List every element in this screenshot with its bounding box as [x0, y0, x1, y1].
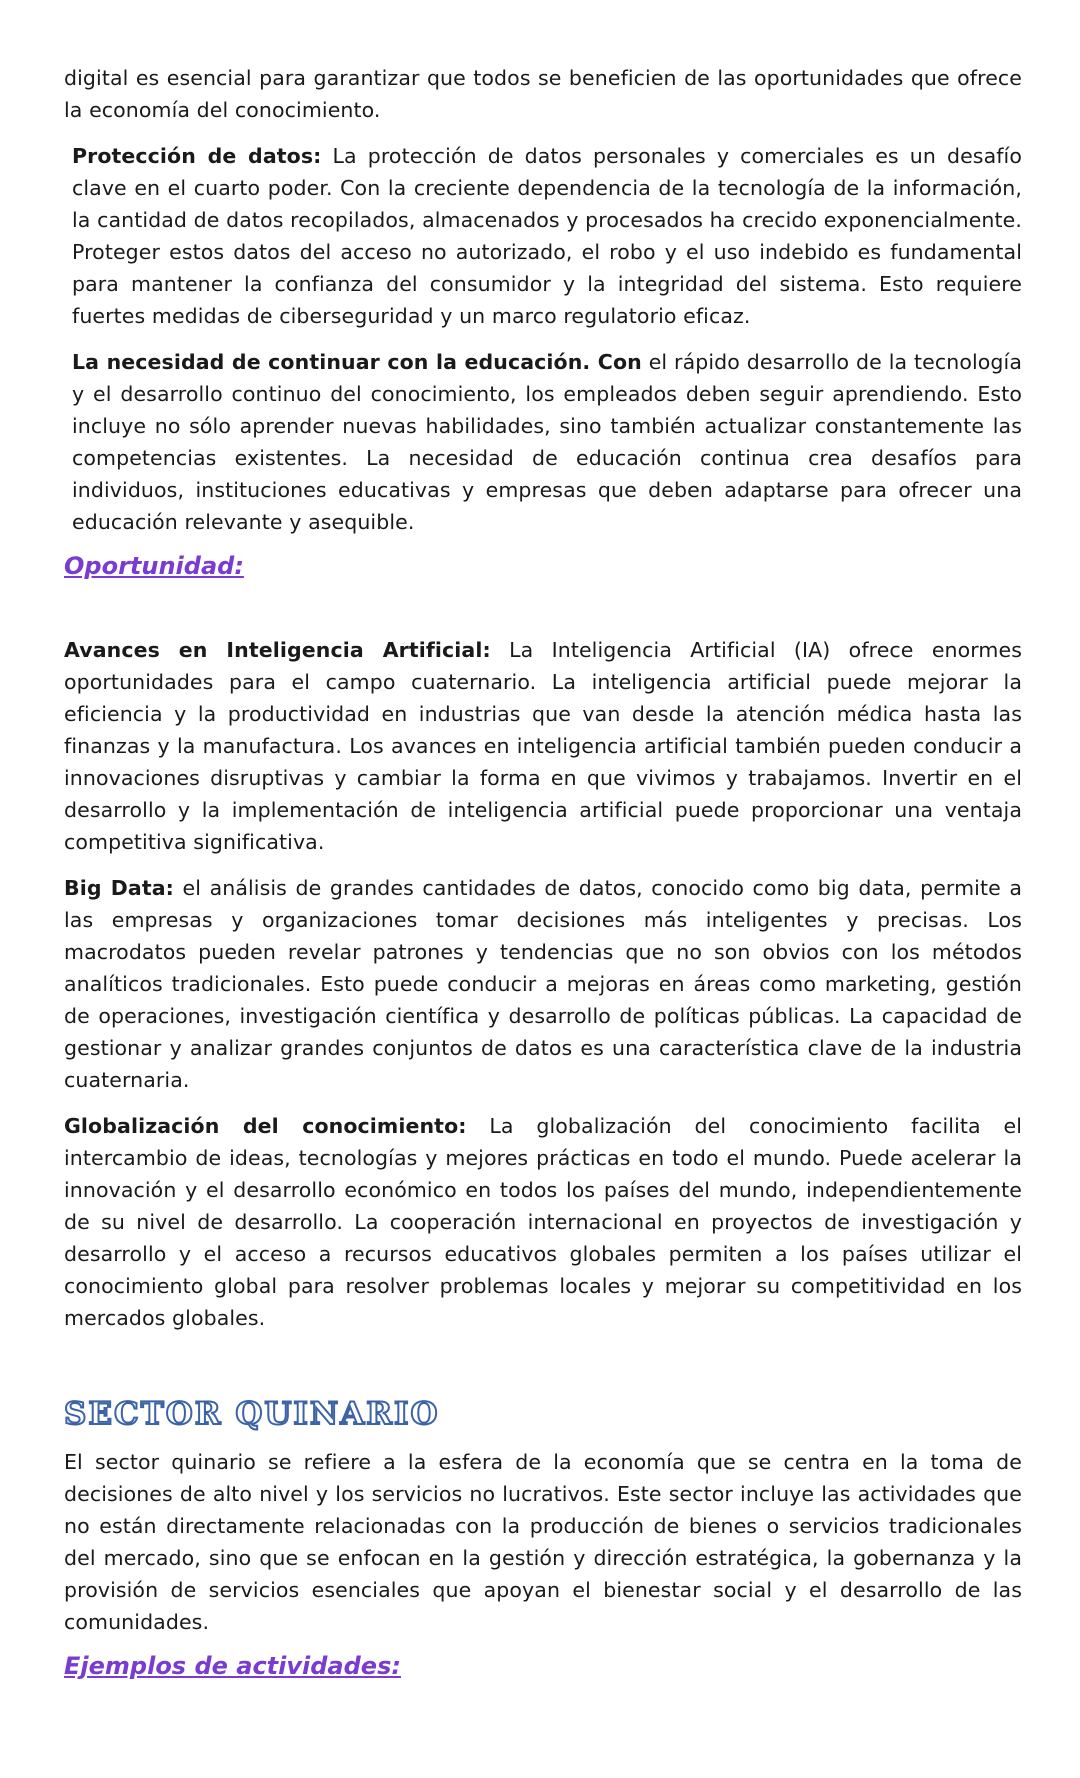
paragraph-educacion — [64, 346, 1022, 538]
paragraph-globalizacion — [64, 1110, 1022, 1334]
body-big-data: el análisis de grandes cantidades de datos, conocido como big data, permite a las empresas y organizaciones tomar decisiones más inteligentes y precisas. Los macrodatos pueden revelar patrones y tendencias que no son obvios con los métodos analíticos tradicionales. Esto puede conducir a mejoras en áreas como marketing, gestión de operaciones, investigación científica y desarrollo de políticas públicas. La capacidad de gestionar y analizar grandes conjuntos de datos es una característica clave de la industria cuaternaria. — [64, 876, 1023, 1092]
document-page — [64, 62, 1022, 1680]
lead-globalizacion: Globalización del conocimiento: — [64, 1114, 467, 1138]
heading-oportunidad: Oportunidad: — [64, 552, 244, 580]
paragraph-sector-quinario: El sector quinario se refiere a la esfera de la economía que se centra en la toma de decisiones de alto nivel y los servicios no lucrativos. Este sector incluye las actividades que no están directamente relacionadas con la producción de bienes o servicios tradicionales del mercado, sino que se enfocan en la gestión y dirección estratégica, la gobernanza y la provisión de servicios esenciales que apoyan el bienestar social y el desarrollo de las comunidades. — [64, 1450, 1022, 1634]
lead-inteligencia-artificial: Avances en Inteligencia Artificial: — [64, 638, 491, 662]
body-inteligencia-artificial: La Inteligencia Artificial (IA) ofrece enormes oportunidades para el campo cuaternario. La inteligencia artificial puede mejorar la eficiencia y la productividad en industrias que van desde la atención médica hasta las finanzas y la manufactura. Los avances en inteligencia artificial también pueden conducir a innovaciones disruptivas y cambiar la forma en que vivimos y trabajamos. Invertir en el desarrollo y la implementación de inteligencia artificial puede proporcionar una ventaja competitiva significativa. — [64, 638, 1022, 854]
heading-sector-quinario: SECTOR QUINARIO — [64, 1396, 440, 1432]
body-proteccion-datos: La protección de datos personales y comerciales es un desafío clave en el cuarto poder. Con la creciente dependencia de la tecnología de la información, la cantidad de datos recopilados, almacenados y procesados ha crecido exponencialmente. Proteger estos datos del acceso no autorizado, el robo y el uso indebido es fundamental para mantener la confianza del consumidor y la integridad del sistema. Esto requiere fuertes medidas de ciberseguridad y un marco regulatorio eficaz. — [72, 144, 1022, 328]
lead-proteccion-datos: Protección de datos: — [72, 144, 322, 168]
body-educacion: el rápido desarrollo de la tecnología y el desarrollo continuo del conocimiento, los empleados deben seguir aprendiendo. Esto incluye no sólo aprender nuevas habilidades, sino también actualizar constantemente las competencias existentes. La necesidad de educación continua crea desafíos para individuos, instituciones educativas y empresas que deben adaptarse para ofrecer una educación relevante y asequible. — [72, 350, 1022, 534]
heading-ejemplos-actividades: Ejemplos de actividades: — [64, 1652, 401, 1680]
paragraph-proteccion-datos — [64, 140, 1022, 332]
paragraph-big-data — [64, 872, 1022, 1096]
lead-educacion: La necesidad de continuar con la educación. Con — [72, 350, 642, 374]
body-globalizacion: La globalización del conocimiento facilita el intercambio de ideas, tecnologías y mejores prácticas en todo el mundo. Puede acelerar la innovación y el desarrollo económico en todos los países del mundo, independientemente de su nivel de desarrollo. La cooperación internacional en proyectos de investigación y desarrollo y el acceso a recursos educativos globales permiten a los países utilizar el conocimiento global para resolver problemas locales y mejorar su competitividad en los mercados globales. — [64, 1114, 1022, 1330]
lead-big-data: Big Data: — [64, 876, 174, 900]
paragraph-intro-continuation: digital es esencial para garantizar que todos se beneficien de las oportunidades que ofrece la economía del conocimiento. — [64, 66, 1022, 122]
paragraph-inteligencia-artificial — [64, 634, 1022, 858]
